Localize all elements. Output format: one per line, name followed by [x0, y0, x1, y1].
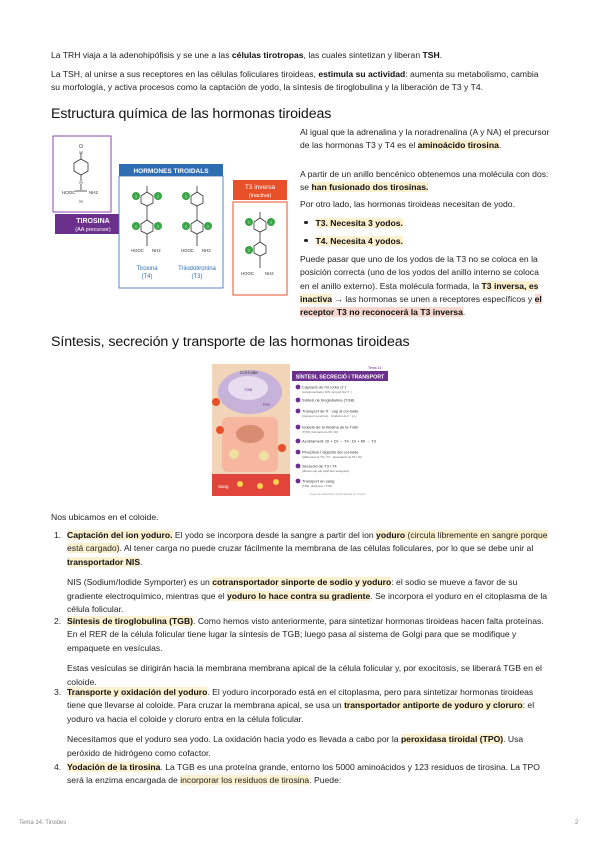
figure-header: SÍNTESI, SECRECIÓ i TRANSPORT — [295, 374, 385, 381]
figure-caption: Figura de elaboración propia basada en: Guyton — [310, 493, 366, 496]
iodine-label: I — [157, 224, 159, 229]
footer-title: Tema 14. Tiroides — [19, 820, 67, 826]
tyrosine-sub-label: (AA precursor) — [75, 227, 111, 233]
amine-label: NH2 — [202, 248, 211, 253]
list-item-sub: Estas vesículas se dirigirán hacia la membrana membrana apical de la célula folicular y, por exocitosis, se liberará TGB en el coloide. — [67, 663, 542, 687]
step-4: Iodació de la tirosina de la TGB — [302, 424, 358, 430]
list-number: 3. — [54, 687, 62, 697]
figure-small-header: Tema 14 — [368, 366, 382, 370]
iodine-label: I — [185, 224, 187, 229]
intro-paragraph-1: La TRH viaja a la adenohipófisis y se une a las células tirotropas, las cuales sintetizan y liberan TSH. — [51, 50, 443, 60]
list-number: 4. — [54, 762, 62, 772]
bullet-t3: T3. Necesita 3 yodos. — [300, 217, 403, 230]
list-number: 1. — [54, 530, 62, 540]
list-item-sub: NIS (Sodium/Iodide Symporter) es un cotransportador sinporte de sodio y yoduro: el sodio se mueve a favor de su gradiente electroquímico, mientras que el yoduro lo hace contra su gradiente. Se incorpora el yoduro en el citoplasma de la célula folicular. — [67, 577, 548, 615]
amine-label: NH2 — [89, 190, 99, 195]
step-6-note: (alliberament TG i T4 · desiodació de MI i DI) — [302, 455, 362, 459]
synthesis-diagram — [210, 362, 390, 498]
intro-paragraph-2: La TSH, al unirse a sus receptores en las células foliculares tiroideas, estimula su actividad: aumenta su metabolismo, cambia su morfología, y activa procesos como la captación de yodo, la síntesis de tiroglobulina y la liberación de T3 y T4. — [51, 69, 539, 93]
backbone-label: HOOC — [62, 190, 76, 195]
step-7-note: (difusió cap als capil·lars sanguinis) — [302, 469, 350, 473]
step-1: Captació de l'iò iodur (I⁻) — [302, 384, 347, 390]
colloid-label: Col·loide — [240, 370, 258, 375]
tgb-label: TGB — [244, 387, 253, 392]
atom-label: H — [79, 150, 83, 155]
section-heading-structure: Estructura química de las hormonas tiroideas — [51, 106, 332, 122]
structure-paragraph-1: Al igual que la adrenalina y la noradrenalina (A y NA) el precursor de las hormonas T3 y T4 es el aminoácido tirosina. — [300, 127, 550, 151]
atom-label: H — [79, 180, 83, 185]
iodine-label: I — [270, 220, 272, 225]
iodine-label: I — [248, 220, 250, 225]
iodine-label: I — [207, 224, 209, 229]
step-6: Pinocitosi i digestió del col·loide — [302, 449, 359, 455]
atom-label: O — [79, 144, 83, 150]
structure-paragraph-2: A partir de un anillo bencénico obtenemos una molécula con dos: se han fusionado dos tirosinas. — [300, 169, 549, 193]
list-item-main: Síntesis de tiroglobulina (TGB). Como hemos visto anteriormente, para sintetizar hormonas tiroideas hacen falta proteínas. En el RER de la célula folicular tiene lugar la síntesis de TGB; luego pasa al sistema de Golgi para que se modifique y empaquete en vesículas. — [67, 616, 544, 653]
list-item-main: Captación del ion yoduro. El yodo se incorpora desde la sangre a partir del ion yoduro (circula libremente en sangre porque está cargado). Al tener carga no puede cruzar fácilmente la membrana de las células foliculares, por lo que se debe unir al transportador NIS. — [67, 530, 548, 567]
section-heading-synthesis: Síntesis, secreción y transporte de las hormonas tiroideas — [51, 334, 410, 350]
structure-paragraph-4: Puede pasar que uno de los yodos de la T3 no se coloca en la posición correcta (uno de los yodos del anillo interno se coloca en el anillo externo). Esta molécula formada, la T3 inversa, es inactiva → las hormonas se unen a receptores específicos y el receptor T3 no reconocerá la T3 inversa. — [300, 254, 542, 318]
blood-label: Sang — [218, 484, 229, 489]
list-item-sub: Necesitamos que el yoduro sea yodo. La oxidación hacia yodo es llevada a cabo por la peroxidasa tiroidal (TPO). Usa peróxido de hidrógeno como cofactor. — [67, 734, 524, 758]
structure-diagram — [51, 134, 291, 299]
t3-inverse-sub-label: (inactiva) — [248, 193, 272, 199]
backbone-label: HOOC — [131, 248, 144, 253]
backbone-label: HOOC — [241, 271, 254, 276]
step-8: Transport en sang — [302, 478, 335, 484]
step-3: Transport de l'I⁻ cap al col·loide — [302, 408, 359, 414]
step-2: Síntesi de tiroglobulina (TGB) — [302, 397, 355, 403]
list-item-main: Yodación de la tirosina. La TGB es una proteína grande, entorno los 5000 aminoácidos y 123 residuos de tirosina. La TPO será la enzima encargada de incorporar los residuos de tirosina. Puede: — [67, 762, 540, 786]
list-item — [51, 615, 549, 689]
step-3-note: (transport pendrina) · Oxidació del I⁻ a I₂ — [302, 414, 357, 418]
list-item — [51, 529, 549, 616]
iodine-label: I — [135, 224, 137, 229]
list-number: 2. — [54, 616, 62, 626]
step-1-note: (cotransportador NIS: simport Na⁺/I⁻) — [302, 390, 352, 394]
t4-name: Tiroxina — [136, 266, 158, 272]
list-item — [51, 686, 549, 760]
t3-code: (T3) — [191, 274, 203, 280]
hormones-header: HORMONES TIROIDALS — [133, 168, 209, 175]
iodine-label: I — [135, 194, 137, 199]
t4-code: (T4) — [141, 274, 153, 280]
step-5: Acoblament: DI + DI → T4 ; DI + MI → T3 — [302, 438, 376, 444]
amine-label: NH2 — [152, 248, 161, 253]
bullet-t4: T4. Necesita 4 yodos. — [300, 235, 403, 248]
list-item — [51, 761, 549, 788]
step-4-note: (TPO) (formació de MI i DI) — [302, 430, 339, 434]
iodine-label: I — [185, 194, 187, 199]
tyrosine-label: TIROSINA — [76, 218, 110, 225]
step-8-note: (TBG, albúmina i TTR) — [302, 484, 333, 488]
iodine-label: I — [248, 248, 250, 253]
list-item-main: Transporte y oxidación del yoduro. El yoduro incorporado está en el citoplasma, pero para sintetizar hormonas tiroideas tiene que llevarse al coloide. Para cruzar la membrana apical, se usa un transportador antiporte de yoduro y cloruro: el yoduro va hacia el coloide y cloruro entra en la célula folicular. — [67, 687, 535, 724]
atom-label: H — [79, 199, 83, 204]
structure-paragraph-3: Por otro lado, las hormonas tiroideas necesitan de yodo. — [300, 199, 515, 209]
amine-label: NH2 — [265, 271, 274, 276]
synthesis-intro: Nos ubicamos en el coloide. — [51, 512, 159, 522]
synthesis-figure — [210, 362, 390, 498]
step-7: Secreció de T3 i T4 — [302, 463, 337, 469]
footer-page-number: 2 — [575, 820, 579, 826]
t3-inverse-label: T3 inversa — [244, 184, 276, 191]
iodine-label: I — [157, 194, 159, 199]
tpo-label: TPO — [262, 402, 271, 407]
t3-name: Triiodotironina — [178, 266, 216, 272]
thyroid-hormone-structure-figure — [51, 134, 291, 299]
backbone-label: HOOC — [181, 248, 194, 253]
